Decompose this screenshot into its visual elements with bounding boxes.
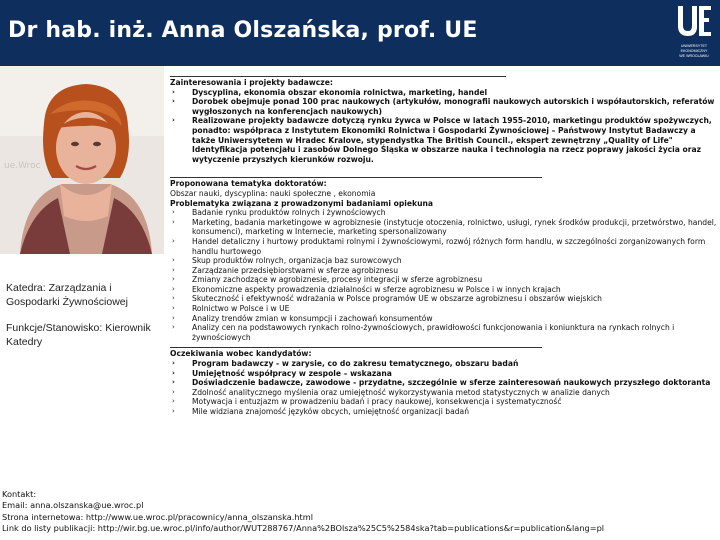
list-item: › Skup produktów rolnych, organizacja baz surowcowych <box>170 256 718 266</box>
main-content <box>170 76 718 417</box>
logo-text-line: UNIWERSYTET <box>680 44 708 48</box>
expectations-list <box>170 359 718 417</box>
list-item: › Doświadczenie badawcze, zawodowe - przydatne, szczególnie w sferze zainteresowań naukowych przyszłego doktoranta <box>170 378 718 388</box>
list-item: › Skuteczność i efektywność wdrażania w Polsce programów UE w obszarze agrobiznesu i obszarów wiejskich <box>170 294 718 304</box>
email-link[interactable]: Email: anna.olszanska@ue.wroc.pl <box>2 500 144 511</box>
phd-title: Proponowana tematyka doktoratów: <box>170 179 327 189</box>
list-item: › Zmiany zachodzące w agrobiznesie, procesy integracji w sferze agrobiznesu <box>170 275 718 285</box>
publications-link[interactable]: Link do listy publikacji: http://wir.bg.ue.wroc.pl/info/author/WUT288767/Anna%2BOlsza%25C5%2584ska?tab=publications&r=publication&lang=pl <box>2 523 605 534</box>
list-item: › Umiejętność współpracy w zespole – wskazana <box>170 369 718 379</box>
list-item: › Program badawczy - w zarysie, co do zakresu tematycznego, obszaru badań <box>170 359 718 369</box>
logo-text-line: EKONOMICZNY <box>680 49 708 53</box>
list-item: › Motywacja i entuzjazm w prowadzeniu badań i pracy naukowej, konsekwencja i systematyczność <box>170 397 718 407</box>
section-divider <box>170 347 542 348</box>
university-logo <box>672 4 716 62</box>
header-bar <box>0 0 720 66</box>
interests-list <box>170 88 718 165</box>
list-item: › Dorobek obejmuje ponad 100 prac naukowych (artykułów, monografii naukowych autorskich i współautorskich, referatów wygłoszonych na konferencjach naukowych) <box>170 97 718 116</box>
phd-field: Obszar nauki, dyscyplina: nauki społeczne , ekonomia <box>170 188 376 198</box>
expectations-title: Oczekiwania wobec kandydatów: <box>170 349 312 359</box>
website-link[interactable]: Strona internetowa: http://www.ue.wroc.pl/pracownicy/anna_olszanska.html <box>2 511 313 522</box>
list-item: › Ekonomiczne aspekty prowadzenia działalności w sferze agrobiznesu w Polsce i w innych krajach <box>170 285 718 295</box>
list-item: › Dyscyplina, ekonomia obszar ekonomia rolnictwa, marketing, handel <box>170 88 718 98</box>
list-item: › Mile widziana znajomość języków obcych, umiejętność organizacji badań <box>170 407 718 417</box>
logo-text-line: WE WROCŁAWIU <box>679 54 709 58</box>
interests-title: Zainteresowania i projekty badawcze: <box>170 78 333 87</box>
portrait-photo <box>0 66 164 254</box>
ue-logo-icon <box>674 4 714 40</box>
section-divider <box>170 177 542 178</box>
section-divider <box>170 76 506 77</box>
phd-topics-list <box>170 208 718 342</box>
list-item: › Handel detaliczny i hurtowy produktami rolnymi i żywnościowymi, rozwój różnych form handlu, w szczególności zorganizowanych form handlu hurtowego <box>170 237 718 256</box>
list-item: › Zdolność analitycznego myślenia oraz umiejętność wykorzystywania metod statystycznych w analizie danych <box>170 388 718 398</box>
list-item: › Zarządzanie przedsiębiorstwami w sferze agrobiznesu <box>170 266 718 276</box>
list-item: › Badanie rynku produktów rolnych i żywnościowych <box>170 208 718 218</box>
contact-footer <box>2 489 718 535</box>
list-item: › Analizy trendów zmian w konsumpcji i zachowań konsumentów <box>170 314 718 324</box>
page-title: Dr hab. inż. Anna Olszańska, prof. UE <box>8 18 478 43</box>
wall-text: ue.Wroc <box>4 161 41 171</box>
list-item: › Marketing, badania marketingowe w agrobiznesie (instytucje otoczenia, rolnictwo, usługi, rynek środków produkcji, przetwórstwo, handel, konsumenci), marketing w Internecie, marketing spersonalizowany <box>170 218 718 237</box>
position-label: Funkcje/Stanowisko: Kierownik Katedry <box>6 322 151 348</box>
contact-label: Kontakt: <box>2 489 37 499</box>
list-item: › Realizowane projekty badawcze dotyczą rynku żywca w Polsce w latach 1955-2010, marketingu produktów spożywczych, ponadto: współpraca z Instytutem Ekonomiki Rolnictwa i Gospodarki Żywnościowej – Państwowy Instytut Badawczy a także Uniwersytetem w Hradec Kralove, stypendystka The British Council., ekspert zewnętrzny „Quality of Life" Identyfikacja potencjału i zasobów Dolnego Śląska w obszarze nauka i technologia na rzecz poprawy jakości życia oraz wytyczenie przyszłych kierunków rozwoju. <box>170 116 718 164</box>
list-item: › Rolnictwo w Polsce i w UE <box>170 304 718 314</box>
department-label: Katedra: Zarządzania i Gospodarki Żywnościowej <box>6 282 128 308</box>
list-item: › Analizy cen na podstawowych rynkach rolno-żywnościowych, prawidłowości funkcjonowania i koniunktura na rynkach rolnych i żywnościowych <box>170 323 718 342</box>
phd-problem: Problematyka związana z prowadzonymi badaniami opiekuna <box>170 198 434 208</box>
